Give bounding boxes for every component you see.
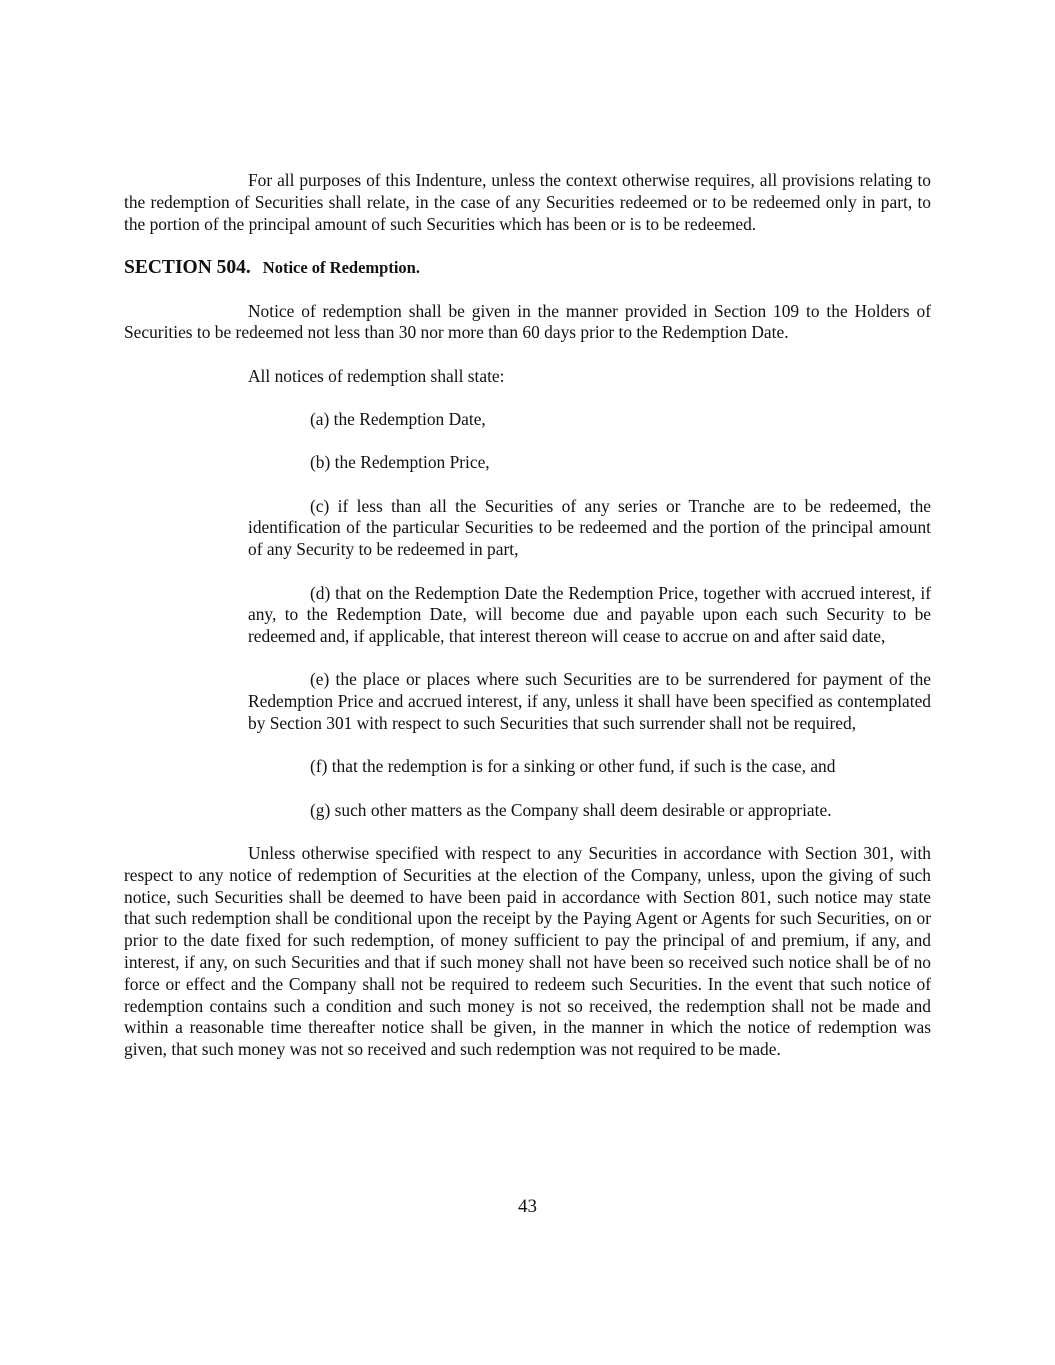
notice-paragraph: Notice of redemption shall be given in the manner provided in Section 109 to the Holders of Securities to be redeemed not less than 30 nor more than 60 days prior to the Redemption Date. [124,300,931,343]
final-paragraph: Unless otherwise specified with respect to any Securities in accordance with Section 301, with respect to any notice of redemption of Securities at the election of the Company, unless, upon the giving of such notice, such Securities shall be deemed to have been paid in accordance with Section 801, such notice may state that such redemption shall be conditional upon the receipt by the Paying Agent or Agents for such Securities, on or prior to the date fixed for such redemption, of money sufficient to pay the principal of and premium, if any, and interest, if any, on such Securities and that if such money shall not have been so received such notice shall be of no force or effect and the Company shall not be required to redeem such Securities. In the event that such notice of redemption contains such a condition and such money is not so received, the redemption shall not be made and within a reasonable time thereafter notice shall be given, in the manner in which the notice of redemption was given, that such money was not so received and such redemption was not required to be made. [124,842,931,1060]
list-item-g: (g) such other matters as the Company shall deem desirable or appropriate. [310,799,832,820]
list-item-e: (e) the place or places where such Securities are to be surrendered for payment of the Redemption Price and accrued interest, if any, unless it shall have been specified as contemplated by Section 301 with respect to such Securities that such surrender shall not be required, [248,669,931,734]
all-notices-line: All notices of redemption shall state: [248,365,505,386]
list-item-d: (d) that on the Redemption Date the Redemption Price, together with accrued interest, if any, to the Redemption Date, will become due and payable upon each such Security to be redeemed and, if applicable, that interest thereon will cease to accrue on and after said date, [248,582,931,647]
list-item-c: (c) if less than all the Securities of any series or Tranche are to be redeemed, the identification of the particular Securities to be redeemed and the portion of the principal amount of any Security to be redeemed in part, [248,495,931,560]
page-number: 43 [518,1196,537,1217]
list-item-f: (f) that the redemption is for a sinking or other fund, if such is the case, and [310,756,836,777]
notice-items-list [248,409,931,821]
list-item-b: (b) the Redemption Price, [310,452,490,473]
section-title: Notice of Redemption. [262,258,420,278]
section-heading [124,257,931,279]
section-number: SECTION 504. [124,257,251,279]
document-body [124,170,931,1061]
intro-paragraph: For all purposes of this Indenture, unless the context otherwise requires, all provisions relating to the redemption of Securities shall relate, in the case of any Securities redeemed or to be redeemed only in part, to the portion of the principal amount of such Securities which has been or is to be redeemed. [124,170,931,234]
list-item-a: (a) the Redemption Date, [310,409,486,430]
